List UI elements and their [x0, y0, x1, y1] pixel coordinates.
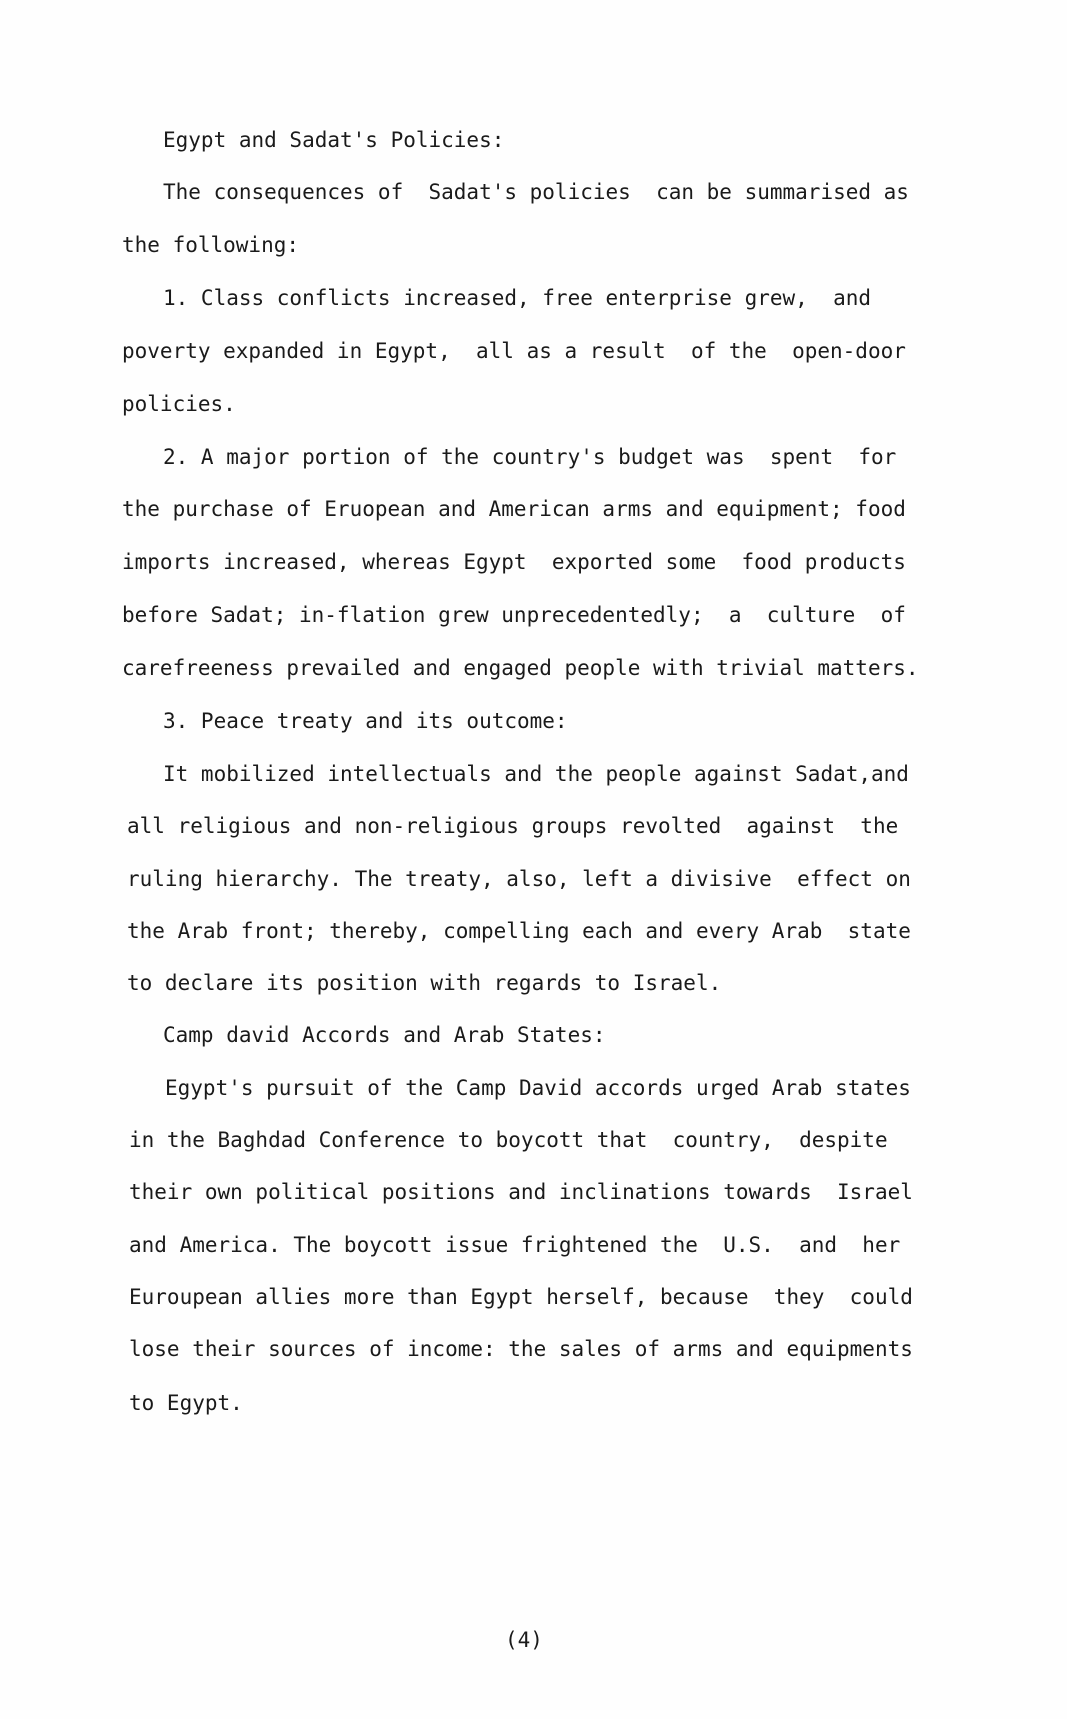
item-2-line-2: the purchase of Eruopean and American arms and equipment; food	[122, 497, 906, 521]
camp-david-line-2: in the Baghdad Conference to boycott that country, despite	[129, 1128, 888, 1152]
intro-line-2: the following:	[122, 233, 300, 257]
item-3-para-4: the Arab front; thereby, compelling each and every Arab state	[127, 919, 911, 943]
intro-line-1: The consequences of Sadat's policies can be summarised as	[163, 180, 909, 204]
item-2-line-3: imports increased, whereas Egypt exported some food products	[122, 550, 906, 574]
item-2-line-1: 2. A major portion of the country's budget was spent for	[163, 445, 897, 469]
item-3-para-2: all religious and non-religious groups revolted against the	[127, 814, 899, 838]
section-heading-sadat-policies: Egypt and Sadat's Policies:	[163, 128, 505, 152]
camp-david-line-5: Euroupean allies more than Egypt herself, because they could	[129, 1285, 913, 1309]
item-1-line-1: 1. Class conflicts increased, free enterprise grew, and	[163, 286, 872, 310]
item-2-line-5: carefreeness prevailed and engaged people with trivial matters.	[122, 656, 919, 680]
item-2-line-4: before Sadat; in-flation grew unprecedentedly; a culture of	[122, 603, 906, 627]
item-3-para-3: ruling hierarchy. The treaty, also, left a divisive effect on	[127, 867, 911, 891]
camp-david-line-4: and America. The boycott issue frightened the U.S. and her	[129, 1233, 901, 1257]
camp-david-line-6: lose their sources of income: the sales of arms and equipments	[129, 1337, 913, 1361]
camp-david-line-7: to Egypt.	[129, 1391, 243, 1415]
item-3-para-5: to declare its position with regards to Israel.	[127, 971, 722, 995]
item-3-line-1: 3. Peace treaty and its outcome:	[163, 709, 568, 733]
item-3-para-1: It mobilized intellectuals and the people against Sadat,and	[163, 762, 909, 786]
page-number: (4)	[505, 1628, 543, 1652]
section-heading-camp-david: Camp david Accords and Arab States:	[163, 1023, 606, 1047]
camp-david-line-1: Egypt's pursuit of the Camp David accords urged Arab states	[165, 1076, 911, 1100]
item-1-line-3: policies.	[122, 392, 236, 416]
item-1-line-2: poverty expanded in Egypt, all as a result of the open-door	[122, 339, 906, 363]
camp-david-line-3: their own political positions and inclinations towards Israel	[129, 1180, 913, 1204]
